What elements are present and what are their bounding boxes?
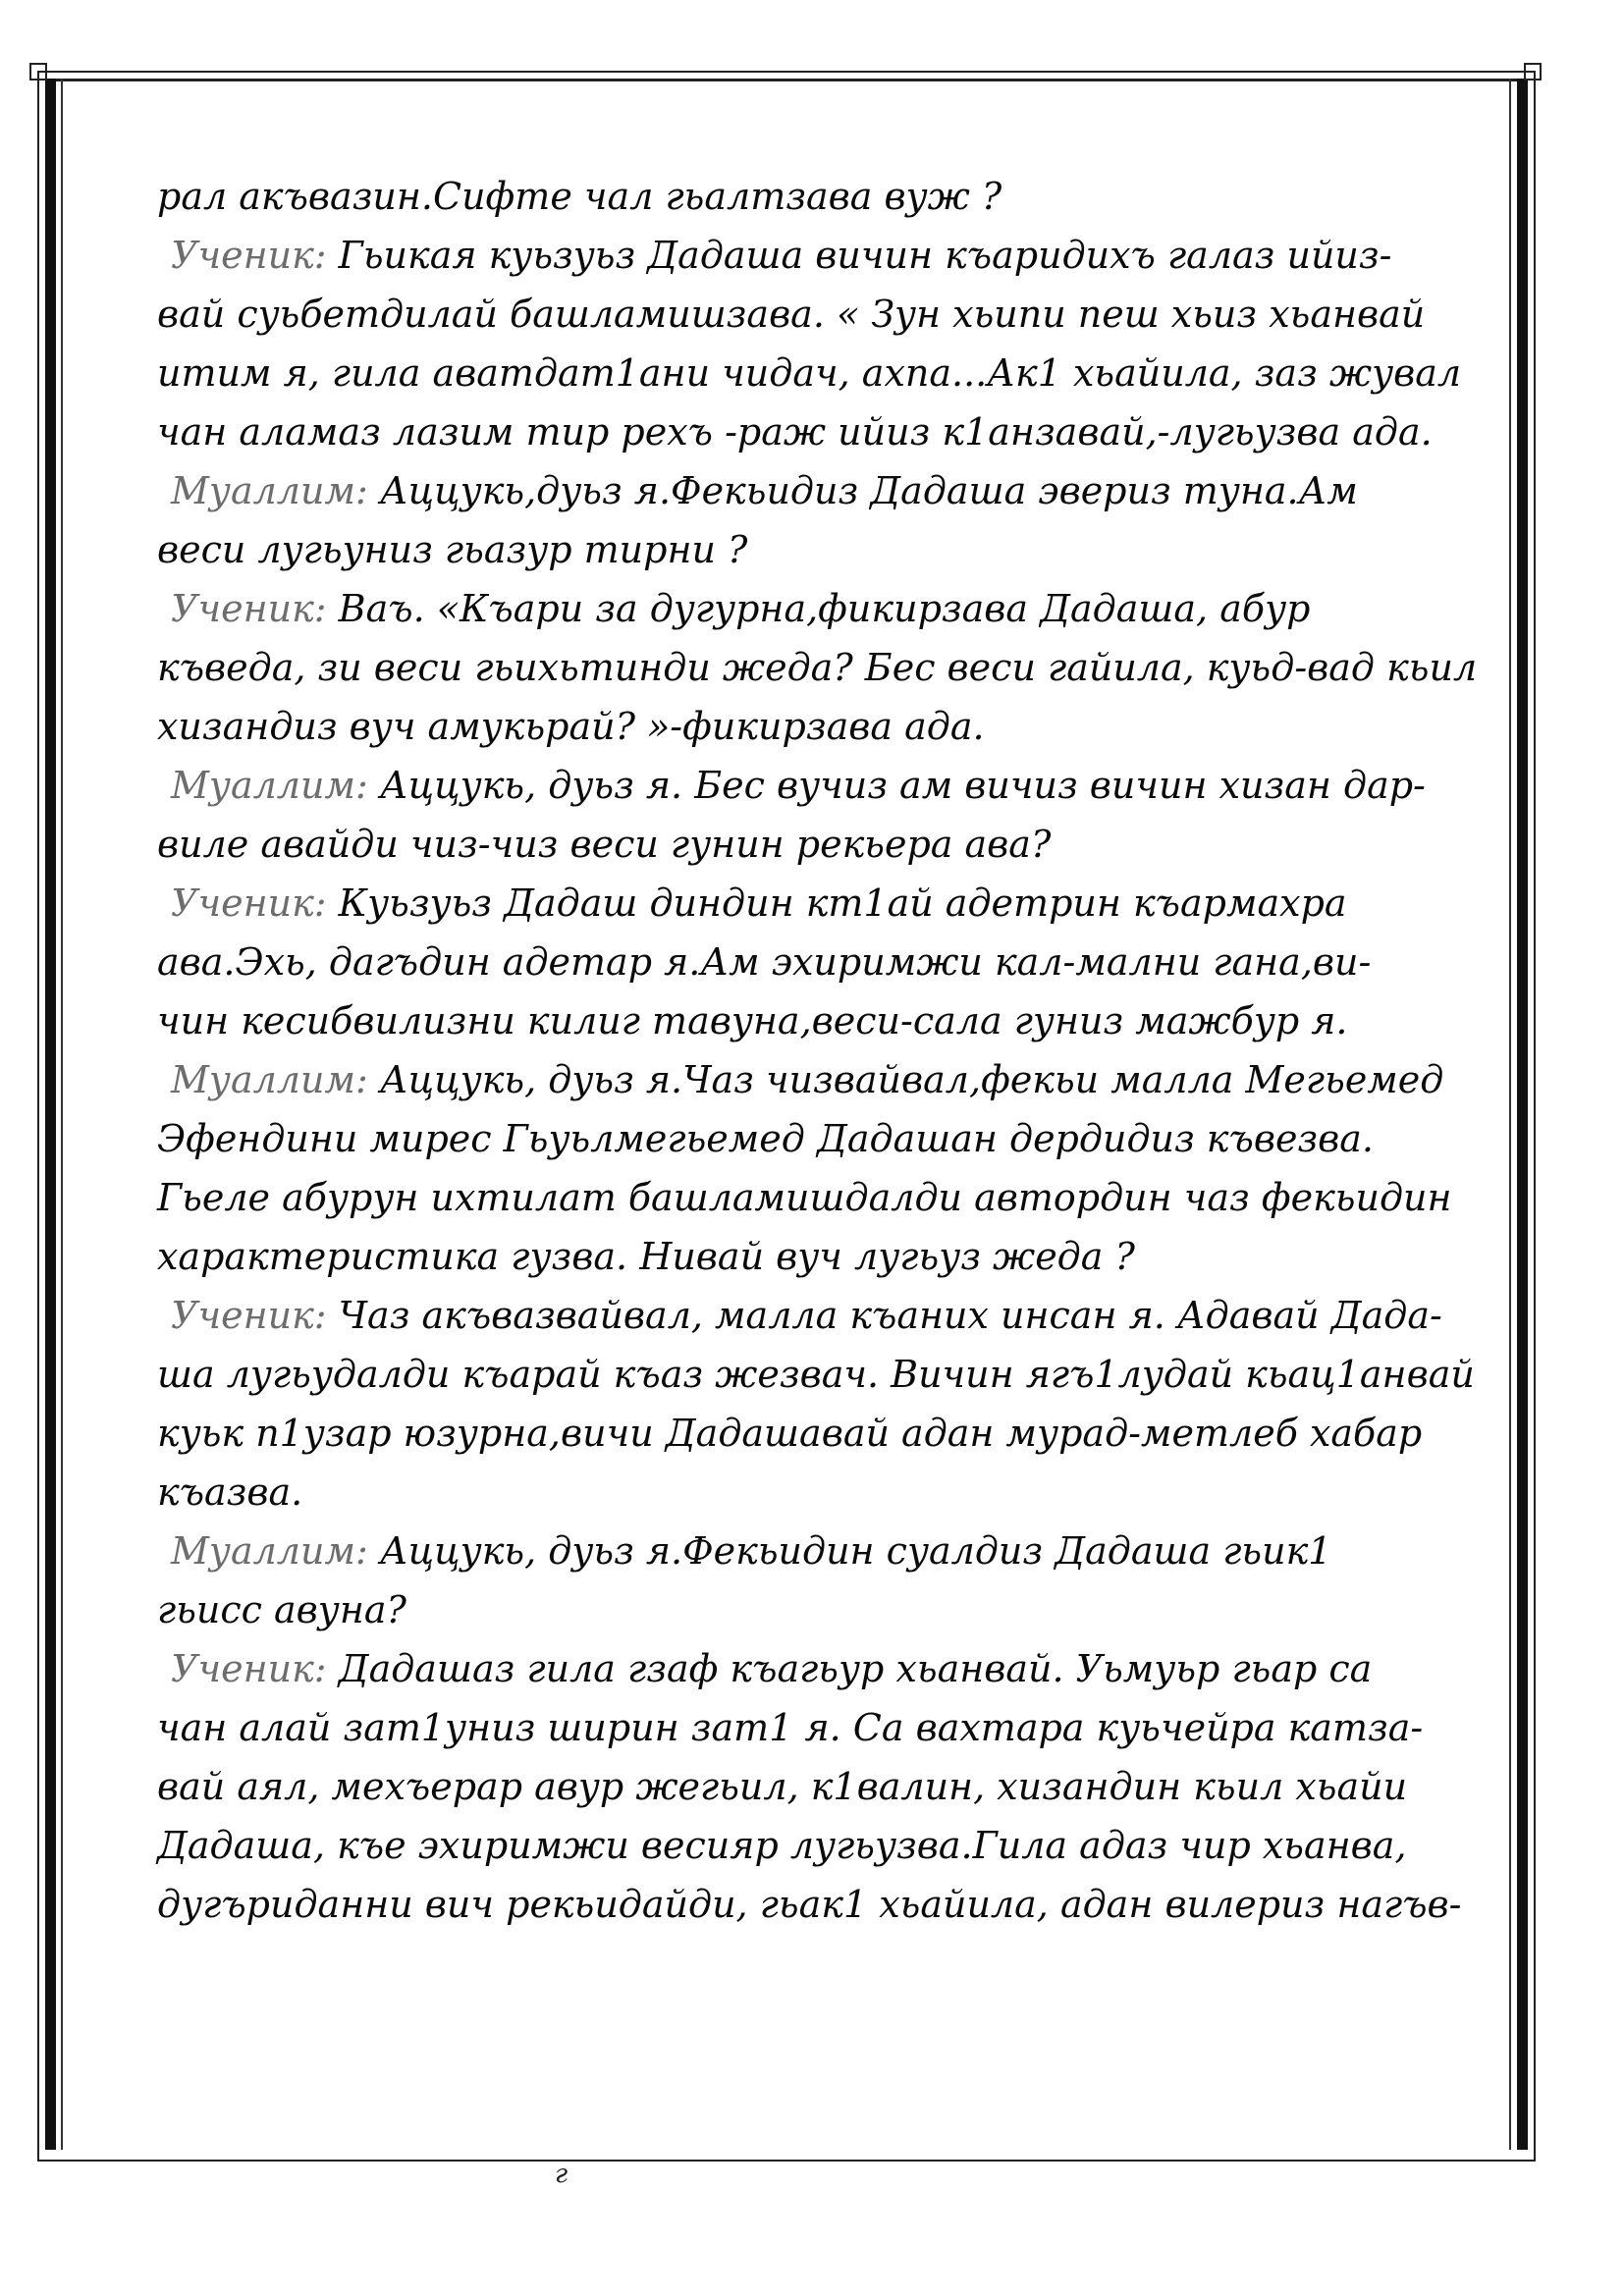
border-left-thin-rule [61, 79, 63, 2150]
text-line [157, 1580, 1492, 1639]
text-line [157, 1345, 1492, 1404]
text-line [157, 402, 1492, 461]
text-line [157, 579, 1492, 638]
speaker-label: Ученик: [171, 234, 327, 277]
line-text: рал акъвазин.Сифте чал гьалтзава вуж ? [157, 175, 1002, 218]
line-text: Гьеле абурун ихтилат башламишдалди автордин чаз фекьидин [157, 1176, 1452, 1219]
line-text: хизандиз вуч амукьрай? »-фикирзава ада. [157, 705, 985, 748]
line-text: чин кесибвилизни килиг тавуна,веси-сала гуниз мажбур я. [157, 999, 1348, 1042]
line-text: къазва. [157, 1470, 303, 1514]
line-text: дугъриданни вич рекьидайди, гьак1 хьайила, адан вилериз нагъв- [157, 1883, 1462, 1926]
page-footer-mark: г [555, 2160, 568, 2189]
text-line [157, 1109, 1492, 1168]
line-text: Аццукь, дуьз я. Бес вучиз ам вичиз вичин хизан дар- [367, 764, 1426, 807]
speaker-label: Ученик: [171, 1647, 327, 1690]
line-text: Аццукь,дуьз я.Фекьидиз Дадаша эвериз туна.Ам [367, 469, 1358, 512]
line-text: ава.Эхь, дагъдин адетар я.Ам эхиримжи кал-мални гана,ви- [157, 940, 1372, 984]
line-text: виле авайди чиз-чиз веси гунин рекьера ава? [157, 823, 1052, 866]
line-text: Дадаша, къе эхиримжи весияр лугьузва.Гила адаз чир хьанва, [157, 1824, 1407, 1867]
text-line [157, 1404, 1492, 1463]
border-top-rule [45, 79, 1528, 81]
speaker-label: Ученик: [171, 1294, 327, 1337]
border-corner-top-left [29, 63, 47, 80]
text-line [157, 344, 1492, 402]
line-text: чан аламаз лазим тир рехъ -раж ийиз к1анзавай,-лугьузва ада. [157, 410, 1433, 454]
border-right-thin-rule [1509, 79, 1511, 2150]
text-line [157, 697, 1492, 756]
line-text: Куьзуьз Дадаш диндин кт1ай адетрин къармахра [326, 881, 1347, 925]
text-line [157, 815, 1492, 874]
text-line [157, 1168, 1492, 1227]
line-text: Чаз акъвазвайвал, малла къаних инсан я. Адавай Дада- [326, 1294, 1442, 1337]
text-line [157, 1227, 1492, 1286]
text-line [157, 226, 1492, 285]
line-text: Аццукь, дуьз я.Чаз чизвайвал,фекьи малла Мегьемед [367, 1058, 1444, 1101]
line-text: Ваъ. «Къари за дугурна,фикирзава Дадаша, абур [326, 587, 1311, 630]
text-line [157, 461, 1492, 520]
text-line [157, 1875, 1492, 1934]
text-line [157, 167, 1492, 226]
text-line [157, 933, 1492, 991]
text-line [157, 520, 1492, 579]
line-text: Гьикая куьзуьз Дадаша вичин къаридихъ галаз ийиз- [326, 234, 1392, 277]
line-text: вай аял, мехъерар авур жегьил, к1валин, хизандин кьил хьайи [157, 1765, 1408, 1808]
speaker-label: Муаллим: [171, 1529, 368, 1573]
text-line [157, 1816, 1492, 1875]
line-text: характеристика гузва. Нивай вуч лугьуз жеда ? [157, 1235, 1135, 1278]
text-line [157, 1522, 1492, 1580]
speaker-label: Муаллим: [171, 1058, 368, 1101]
border-corner-top-right [1524, 63, 1542, 80]
line-text: къведа, зи веси гьихьтинди жеда? Бес веси гайила, куьд-вад кьил [157, 646, 1478, 689]
line-text: Аццукь, дуьз я.Фекьидин суалдиз Дадаша гьик1 [367, 1529, 1332, 1573]
line-text: веси лугьуниз гьазур тирни ? [157, 528, 748, 571]
border-left-thick-rule [45, 79, 56, 2150]
text-line [157, 1639, 1492, 1698]
speaker-label: Ученик: [171, 881, 327, 925]
text-line [157, 1698, 1492, 1757]
speaker-label: Ученик: [171, 587, 327, 630]
speaker-label: Муаллим: [171, 469, 368, 512]
text-line [157, 991, 1492, 1050]
line-text: Эфендини мирес Гьуьлмегьемед Дадашан дердидиз къвезва. [157, 1117, 1375, 1160]
speaker-label: Муаллим: [171, 764, 368, 807]
text-line [157, 1286, 1492, 1345]
text-line [157, 1463, 1492, 1522]
line-text: Дадашаз гила гзаф къагьур хьанвай. Уьмуьр гьар са [326, 1647, 1373, 1690]
handwritten-dialogue-text [157, 167, 1492, 1934]
text-line [157, 638, 1492, 697]
text-line [157, 874, 1492, 933]
line-text: гьисс авуна? [157, 1588, 406, 1631]
line-text: ша лугьудалди къарай къаз жезвач. Вичин ягъ1лудай кьац1анвай [157, 1353, 1475, 1396]
text-line [157, 1757, 1492, 1816]
line-text: куьк п1узар юзурна,вичи Дадашавай адан мурад-метлеб хабар [157, 1412, 1423, 1455]
text-line [157, 285, 1492, 344]
text-line [157, 1050, 1492, 1109]
line-text: чан алай зат1униз ширин зат1 я. Са вахтара куьчейра катза- [157, 1706, 1424, 1749]
border-right-thick-rule [1517, 79, 1528, 2150]
line-text: итим я, гила аватдат1ани чидач, ахпа...Ак1 хьайила, заз жувал [157, 351, 1462, 395]
line-text: вай суьбетдилай башламишзава. « Зун хьипи пеш хьиз хьанвай [157, 293, 1426, 336]
text-line [157, 756, 1492, 815]
